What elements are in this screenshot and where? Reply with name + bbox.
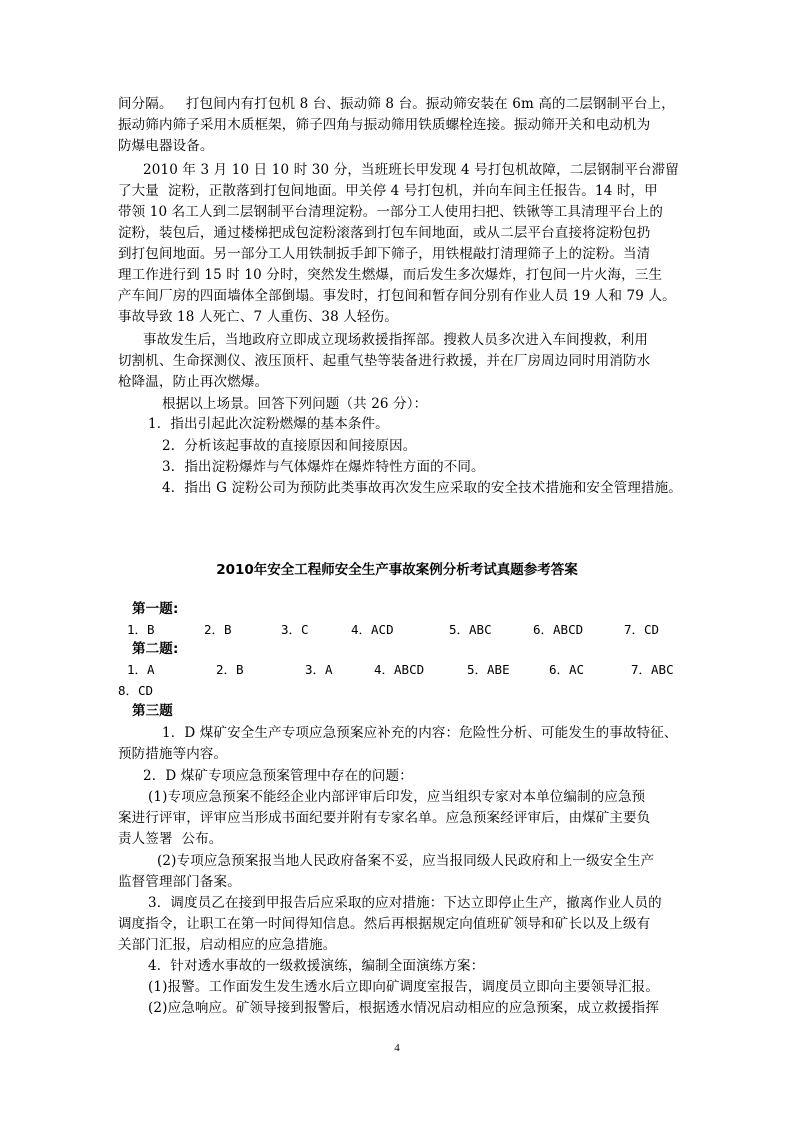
q3-line: 监督管理部门备案。 bbox=[118, 874, 241, 890]
q3-line: 预防措施等内容。 bbox=[118, 746, 228, 762]
q3-line: (2)应急响应。矿领导接到报警后，根据透水情况启动相应的应急预案，成立救援指挥 bbox=[148, 1000, 659, 1016]
case-line: 了大量 淀粉，正散落到打包间地面。甲关停 4 号打包机，并向车间主任报告。14 时，甲 bbox=[118, 183, 658, 199]
q1-answer: 1．B bbox=[127, 622, 155, 637]
q2-label: 第二题: bbox=[132, 641, 179, 657]
q1-answer: 5．ABC bbox=[449, 622, 492, 637]
q2-answer: 7．ABC bbox=[631, 662, 674, 677]
case-line: 间分隔。 打包间内有打包机 8 台、振动筛 8 台。振动筛安装在 6m 高的二层钢制平台上， bbox=[118, 96, 675, 112]
case-line: 振动筛内筛子采用木质框架，筛子四角与振动筛用铁质螺栓连接。振动筛开关和电动机为 bbox=[118, 117, 651, 133]
q2-answer: 8．CD bbox=[118, 683, 154, 698]
case-line: 枪降温，防止再次燃爆。 bbox=[118, 374, 269, 390]
q2-answer: 6．AC bbox=[549, 662, 585, 677]
case-line: 理工作进行到 15 时 10 分时，突然发生燃爆，而后发生多次爆炸，打包间一片火海，三生 bbox=[118, 267, 663, 283]
question-item: 1．指出引起此次淀粉燃爆的基本条件。 bbox=[148, 416, 389, 432]
q1-label: 第一题: bbox=[132, 601, 179, 617]
q2-answer: 1．A bbox=[127, 662, 155, 677]
q3-line: (2)专项应急预案报当地人民政府备案不妥，应当报同级人民政府和上一级安全生产 bbox=[157, 853, 655, 869]
case-line: 产车间厂房的四面墙体全部倒塌。事发时，打包间和暂存间分别有作业人员 19 人和 79 人。 bbox=[118, 288, 676, 304]
q3-line: 3．调度员乙在接到甲报告后应采取的应对措施：下达立即停止生产，撤离作业人员的 bbox=[148, 895, 662, 911]
question-item: 4．指出 G 淀粉公司为预防此类事故再次发生应采取的安全技术措施和安全管理措施。 bbox=[162, 480, 682, 496]
question-item: 3．指出淀粉爆炸与气体爆炸在爆炸特性方面的不同。 bbox=[162, 459, 485, 475]
q3-line: 2．D 煤矿专项应急预案管理中存在的问题： bbox=[143, 768, 413, 784]
q1-answer: 2．B bbox=[204, 622, 232, 637]
case-line: 到打包间地面。另一部分工人用铁制扳手卸下筛子，用铁棍敲打清理筛子上的淀粉。当清 bbox=[118, 246, 651, 262]
q1-answer: 3．C bbox=[281, 622, 309, 637]
q3-line: 4．针对透水事故的一级救援演练，编制全面演练方案： bbox=[148, 958, 485, 974]
q2-answer: 4．ABCD bbox=[374, 662, 425, 677]
q1-answer: 4．ACD bbox=[351, 622, 394, 637]
q3-line: (1)报警。工作面发生发生透水后立即向矿调度室报告，调度员立即向主要领导汇报。 bbox=[148, 979, 659, 995]
q3-line: 责人签署 公布。 bbox=[118, 831, 223, 847]
q3-line: 1．D 煤矿安全生产专项应急预案应补充的内容：危险性分析、可能发生的事故特征、 bbox=[162, 725, 678, 741]
case-line: 带领 10 名工人到二层钢制平台清理淀粉。一部分工人使用扫把、铁锹等工具清理平台上的 bbox=[118, 204, 664, 220]
q2-answer: 5．ABE bbox=[467, 662, 510, 677]
case-line: 事故发生后，当地政府立即成立现场救援指挥部。搜救人员多次进入车间搜救，利用 bbox=[143, 332, 649, 348]
page-number: 4 bbox=[394, 1042, 400, 1054]
case-line: 根据以上场景。回答下列问题（共 26 分）： bbox=[162, 396, 428, 412]
answers-title: 2010年安全工程师安全生产事故案例分析考试真题参考答案 bbox=[216, 562, 578, 578]
case-line: 切割机、生命探测仪、液压顶杆、起重气垫等装备进行救援，并在厂房周边同时用消防水 bbox=[118, 353, 651, 369]
q1-answer: 6．ABCD bbox=[533, 622, 584, 637]
q3-line: 关部门汇报，启动相应的应急措施。 bbox=[118, 937, 337, 953]
q2-answer: 3．A bbox=[305, 662, 333, 677]
q3-line: 案进行评审，评审应当形成书面纪要并附有专家名单。应急预案经评审后，由煤矿主要负 bbox=[118, 810, 651, 826]
case-line: 事故导致 18 人死亡、7 人重伤、38 人轻伤。 bbox=[118, 309, 398, 325]
q3-line: 调度指令，让职工在第一时间得知信息。然后再根据规定向值班矿领导和矿长以及上级有 bbox=[118, 916, 651, 932]
q3-line: (1)专项应急预案不能经企业内部评审后印发，应当组织专家对本单位编制的应急预 bbox=[148, 789, 646, 805]
case-line: 2010 年 3 月 10 日 10 时 30 分，当班班长甲发现 4 号打包机故障，二层钢制平台滞留 bbox=[143, 162, 679, 178]
question-item: 2．分析该起事故的直接原因和间接原因。 bbox=[162, 438, 417, 454]
case-line: 淀粉，装包后，通过楼梯把成包淀粉滚落到打包车间地面，或从二层平台直接将淀粉包扔 bbox=[118, 225, 651, 241]
case-line: 防爆电器设备。 bbox=[118, 138, 214, 154]
q3-label: 第三题 bbox=[132, 703, 173, 719]
q1-answer: 7．CD bbox=[624, 622, 660, 637]
q2-answer: 2．B bbox=[216, 662, 244, 677]
